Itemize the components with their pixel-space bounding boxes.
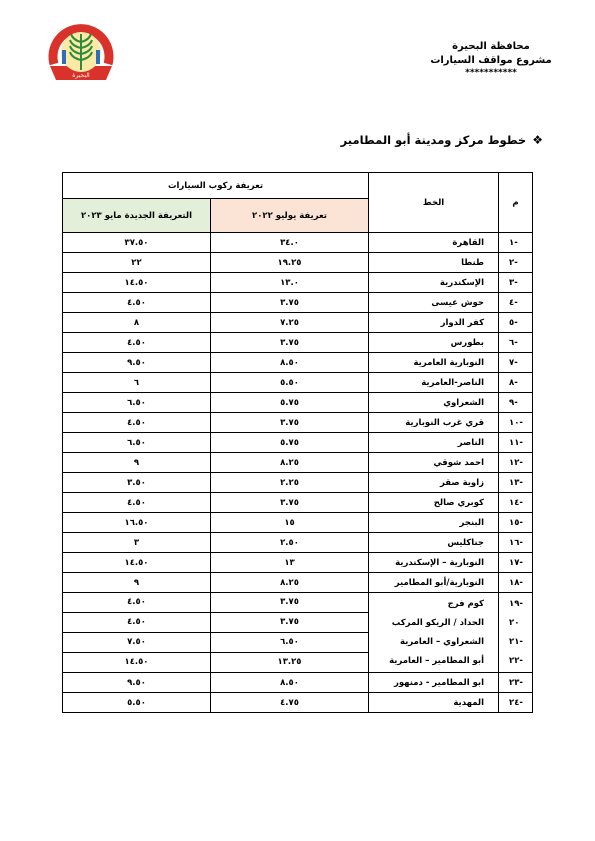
row-number-cell: -٢٢ (509, 655, 523, 666)
line-name-cell: الناصر (369, 433, 499, 453)
row-number-cell: -٢ (499, 253, 533, 273)
table-row (63, 313, 533, 333)
row-number-cell: -٨ (499, 373, 533, 393)
row-number-cell: -١١ (499, 433, 533, 453)
new-fare-cell: ٦.٥٠ (63, 393, 211, 413)
line-name-cell-group (369, 593, 499, 673)
new-fare-cell: ٦.٥٠ (63, 433, 211, 453)
section-title (341, 133, 543, 147)
new-fare-cell: ٩.٥٠ (63, 353, 211, 373)
new-fare-cell: ٨ (63, 313, 211, 333)
table-row (63, 513, 533, 533)
line-name-cell: قري غرب النوبارية (369, 413, 499, 433)
line-name-cell: النوبارية – الإسكندرية (369, 553, 499, 573)
july-fare-cell: ١٥ (211, 513, 369, 533)
section-title-text: خطوط مركز ومدينة أبو المطامير (340, 133, 527, 147)
line-name-cell: طنطا (369, 253, 499, 273)
line-name-cell: أبو المطامير – العامرية (389, 655, 485, 666)
line-name-cell: حوش عيسى (369, 293, 499, 313)
table-row (63, 233, 533, 253)
table-row (63, 353, 533, 373)
july-fare-cell: ٢.٥٠ (211, 533, 369, 553)
line-name-cell: الحداد / الريكو المركب (391, 617, 485, 628)
line-name-cell: الشعراوي – العامرية (400, 636, 485, 647)
row-number-cell: -١٥ (499, 513, 533, 533)
row-number-cell: -٦ (499, 333, 533, 353)
new-fare-cell: ١٤.٥٠ (63, 273, 211, 293)
header-stars: *********** (465, 68, 517, 78)
line-header: الخط (369, 173, 499, 233)
new-fare-cell: ٩ (63, 453, 211, 473)
july-fare-cell: ٣.٧٥ (280, 597, 299, 607)
line-name-cell: ابو المطامير - دمنهور (369, 673, 499, 693)
july-fare-cell: ١٣.٢٥ (211, 652, 368, 672)
july-fare-header: تعريفة يوليو ٢٠٢٢ (211, 199, 369, 233)
row-number-cell-group (499, 593, 533, 673)
new-fare-cell: ٤.٥٠ (127, 597, 146, 607)
table-row (63, 573, 533, 593)
line-name-cell: القاهرة (369, 233, 499, 253)
new-fare-cell: ٧.٥٠ (63, 632, 210, 652)
july-fare-cell: ٨.٥٠ (211, 673, 369, 693)
row-number-cell: -٩ (499, 393, 533, 413)
row-number-cell: -١ (499, 233, 533, 253)
row-number-cell: -٢١ (509, 636, 523, 647)
july-fare-cell: ٥.٧٥ (211, 433, 369, 453)
line-name-cell: المهدية (369, 693, 499, 713)
table-row (63, 413, 533, 433)
row-number-cell: -١٤ (499, 493, 533, 513)
table-row (63, 693, 533, 713)
new-fare-cell: ٣ (63, 533, 211, 553)
table-row-group (63, 593, 533, 673)
july-fare-cell-group (211, 593, 369, 673)
line-name-cell: الناصر-العامرية (369, 373, 499, 393)
table-row (63, 553, 533, 573)
document-header (411, 40, 571, 80)
july-fare-cell: ٣.٧٥ (211, 612, 368, 632)
line-name-cell: النوبارية العامرية (369, 353, 499, 373)
row-number-cell: -١٨ (499, 573, 533, 593)
new-fare-cell: ٩.٥٠ (63, 673, 211, 693)
july-fare-cell: ٨.٢٥ (211, 573, 369, 593)
number-header: م (499, 173, 533, 233)
row-number-cell: -١٧ (499, 553, 533, 573)
july-fare-cell: ٦.٥٠ (211, 632, 368, 652)
july-fare-cell: ١٣ (211, 553, 369, 573)
line-name-cell: الشعراوي (369, 393, 499, 413)
table-row (63, 333, 533, 353)
table-row (63, 493, 533, 513)
line-name-cell: كوبري صالح (369, 493, 499, 513)
new-fare-cell: ٤.٥٠ (63, 413, 211, 433)
line-name-cell: البنجر (369, 513, 499, 533)
row-number-cell: -٢٤ (499, 693, 533, 713)
new-fare-cell: ٣٧.٥٠ (63, 233, 211, 253)
row-number-cell: -١٩ (509, 598, 523, 609)
row-number-cell: -٥ (499, 313, 533, 333)
new-fare-cell: ٤.٥٠ (63, 612, 210, 632)
line-name-cell: احمد شوقي (369, 453, 499, 473)
new-fare-cell-group (63, 593, 211, 673)
new-fare-cell: ٥.٥٠ (63, 693, 211, 713)
row-number-cell: ٢٠ (509, 617, 520, 628)
svg-text:البحيرة: البحيرة (72, 72, 90, 79)
table-row (63, 433, 533, 453)
row-number-cell: -٧ (499, 353, 533, 373)
table-row (63, 373, 533, 393)
row-number-cell: -٢٣ (499, 673, 533, 693)
new-fare-cell: ١٤.٥٠ (63, 652, 210, 672)
july-fare-cell: ٣.٧٥ (211, 413, 369, 433)
july-fare-cell: ٤.٧٥ (211, 693, 369, 713)
table-row (63, 533, 533, 553)
july-fare-cell: ١٩.٢٥ (211, 253, 369, 273)
new-fare-header: التعريفة الجديدة مايو ٢٠٢٣ (63, 199, 211, 233)
row-number-cell: -١٣ (499, 473, 533, 493)
new-fare-cell: ٤.٥٠ (63, 293, 211, 313)
row-number-cell: -١٠ (499, 413, 533, 433)
july-fare-cell: ٥.٧٥ (211, 393, 369, 413)
row-number-cell: -١٢ (499, 453, 533, 473)
new-fare-cell: ٣.٥٠ (63, 473, 211, 493)
july-fare-cell: ٣.٧٥ (211, 493, 369, 513)
line-name-cell: بطورس (369, 333, 499, 353)
line-name-cell: زاوية صقر (369, 473, 499, 493)
july-fare-cell: ٨.٢٥ (211, 453, 369, 473)
fares-table (62, 172, 533, 713)
row-number-cell: -٣ (499, 273, 533, 293)
table-row (63, 273, 533, 293)
table-row (63, 293, 533, 313)
table-row (63, 473, 533, 493)
july-fare-cell: ١٣.٠ (211, 273, 369, 293)
new-fare-cell: ٢٢ (63, 253, 211, 273)
diamond-bullet-icon: ❖ (532, 133, 543, 147)
july-fare-cell: ٥.٥٠ (211, 373, 369, 393)
project-name: مشروع مواقف السيارات (430, 55, 552, 66)
new-fare-cell: ٦ (63, 373, 211, 393)
row-number-cell: -٤ (499, 293, 533, 313)
july-fare-cell: ٨.٥٠ (211, 353, 369, 373)
fares-table-body (63, 233, 533, 713)
july-fare-cell: ٢.٢٥ (211, 473, 369, 493)
line-name-cell: النوبارية/أبو المطامير (369, 573, 499, 593)
line-name-cell: الإسكندرية (369, 273, 499, 293)
line-name-cell: جناكليس (369, 533, 499, 553)
new-fare-cell: ٤.٥٠ (63, 493, 211, 513)
fare-group-header: تعريفة ركوب السيارات (63, 173, 369, 199)
line-name-cell: كفر الدوار (369, 313, 499, 333)
new-fare-cell: ١٤.٥٠ (63, 553, 211, 573)
governorate-logo (44, 20, 118, 90)
governorate-name: محافظة البحيرة (452, 41, 530, 52)
line-name-cell: كوم فرج (447, 598, 485, 609)
new-fare-cell: ٩ (63, 573, 211, 593)
row-number-cell: -١٦ (499, 533, 533, 553)
new-fare-cell: ١٦.٥٠ (63, 513, 211, 533)
new-fare-cell: ٤.٥٠ (63, 333, 211, 353)
table-row (63, 393, 533, 413)
table-row (63, 673, 533, 693)
july-fare-cell: ٣.٧٥ (211, 333, 369, 353)
july-fare-cell: ٧.٢٥ (211, 313, 369, 333)
july-fare-cell: ٣٤.٠ (211, 233, 369, 253)
table-row (63, 253, 533, 273)
july-fare-cell: ٣.٧٥ (211, 293, 369, 313)
table-row (63, 453, 533, 473)
